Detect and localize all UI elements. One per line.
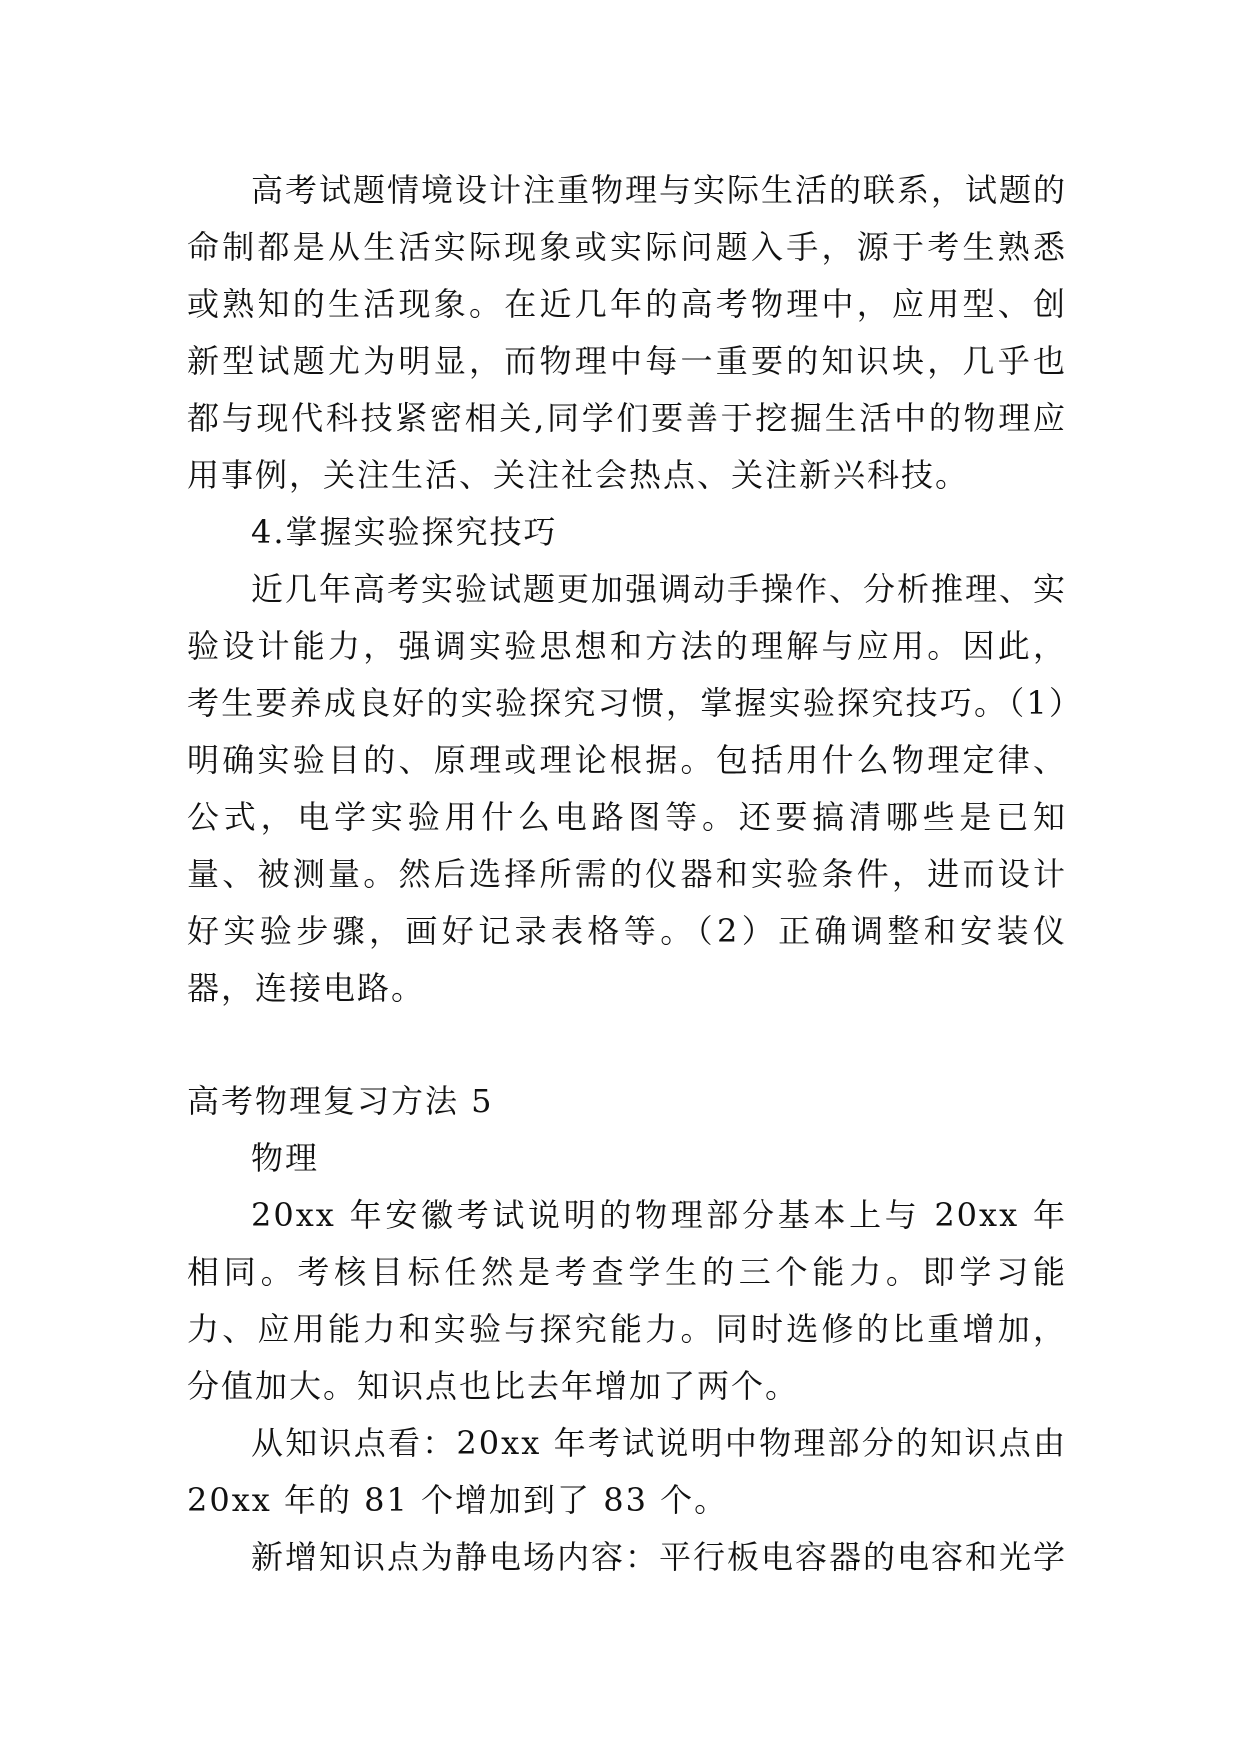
list-heading: 4.掌握实验探究技巧 <box>251 513 558 551</box>
body-paragraph: 新增知识点为静电场内容：平行板电容器的电容和光学 <box>251 1538 1068 1576</box>
section-title: 高考物理复习方法 5 <box>187 1082 494 1120</box>
body-paragraph: 近几年高考实验试题更加强调动手操作、分析推理、实验设计能力，强调实验思想和方法的理解与应用。因此，考生要养成良好的实验探究习惯，掌握实验探究技巧。（1）明确实验目的、原理或理论根据。包括用什么物理定律、公式，电学实验用什么电路图等。还要搞清哪些是已知量、被测量。然后选择所需的仪器和实验条件，进而设计好实验步骤，画好记录表格等。（2）正确调整和安装仪器，连接电路。 <box>187 570 1068 1007</box>
document-body <box>187 162 1067 1586</box>
body-paragraph: 高考试题情境设计注重物理与实际生活的联系，试题的命制都是从生活实际现象或实际问题入手，源于考生熟悉或熟知的生活现象。在近几年的高考物理中，应用型、创新型试题尤为明显，而物理中每一重要的知识块，几乎也都与现代科技紧密相关,同学们要善于挖掘生活中的物理应用事例，关注生活、关注社会热点、关注新兴科技。 <box>187 171 1068 494</box>
body-paragraph: 从知识点看：20xx 年考试说明中物理部分的知识点由 20xx 年的 81 个增加到了 83 个。 <box>187 1424 1067 1519</box>
body-paragraph: 20xx 年安徽考试说明的物理部分基本上与 20xx 年相同。考核目标任然是考查学生的三个能力。即学习能力、应用能力和实验与探究能力。同时选修的比重增加，分值加大。知识点也比去年增加了两个。 <box>187 1196 1067 1405</box>
subject-label: 物理 <box>251 1139 320 1177</box>
